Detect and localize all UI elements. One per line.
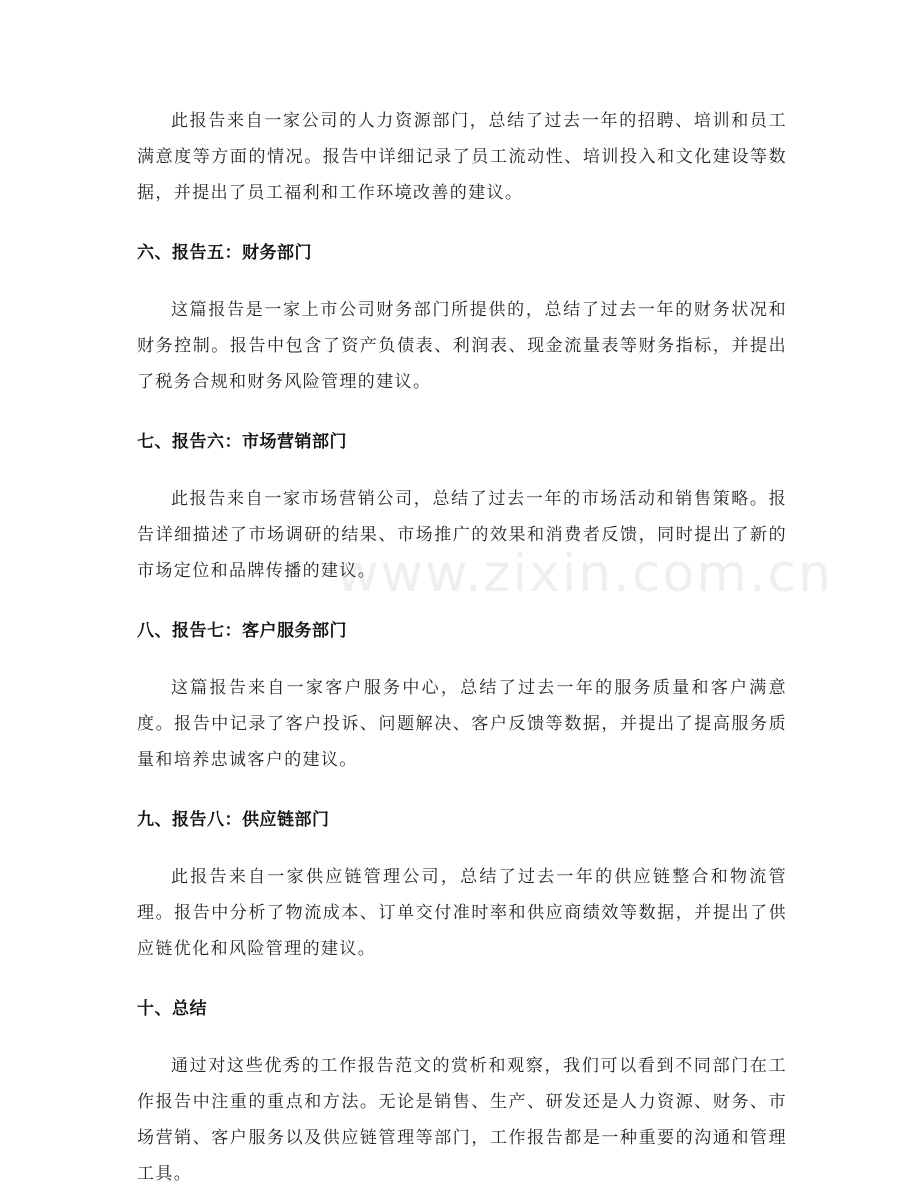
heading-supply-chain-report: 九、报告八：供应链部门 [137, 810, 330, 830]
heading-customer-service-report: 八、报告七：客户服务部门 [137, 621, 347, 641]
paragraph-summary: 通过对这些优秀的工作报告范文的赏析和观察，我们可以看到不同部门在工作报告中注重的重点和方法。无论是销售、生产、研发还是人力资源、财务、市场营销、客户服务以及供应链管理等部门，工作报告都是一种重要的沟通和管理工具。 [137, 1056, 787, 1184]
document-body [137, 103, 787, 1192]
paragraph-customer-service-report: 这篇报告来自一家客户服务中心，总结了过去一年的服务质量和客户满意度。报告中记录了客户投诉、问题解决、客户反馈等数据，并提出了提高服务质量和培养忠诚客户的建议。 [137, 678, 787, 770]
heading-finance-report: 六、报告五：财务部门 [137, 243, 312, 263]
paragraph-supply-chain-report: 此报告来自一家供应链管理公司，总结了过去一年的供应链整合和物流管理。报告中分析了物流成本、订单交付准时率和供应商绩效等数据，并提出了供应链优化和风险管理的建议。 [137, 867, 787, 959]
heading-marketing-report: 七、报告六：市场营销部门 [137, 432, 347, 452]
watermark: www.zixin.com.cn [336, 544, 833, 604]
paragraph-finance-report: 这篇报告是一家上市公司财务部门所提供的，总结了过去一年的财务状况和财务控制。报告中包含了资产负债表、利润表、现金流量表等财务指标，并提出了税务合规和财务风险管理的建议。 [137, 300, 787, 392]
paragraph-marketing-report: 此报告来自一家市场营销公司，总结了过去一年的市场活动和销售策略。报告详细描述了市场调研的结果、市场推广的效果和消费者反馈，同时提出了新的市场定位和品牌传播的建议。 [137, 489, 787, 581]
paragraph-hr-report: 此报告来自一家公司的人力资源部门，总结了过去一年的招聘、培训和员工满意度等方面的情况。报告中详细记录了员工流动性、培训投入和文化建设等数据，并提出了员工福利和工作环境改善的建议。 [137, 111, 787, 203]
heading-summary: 十、总结 [137, 999, 207, 1019]
